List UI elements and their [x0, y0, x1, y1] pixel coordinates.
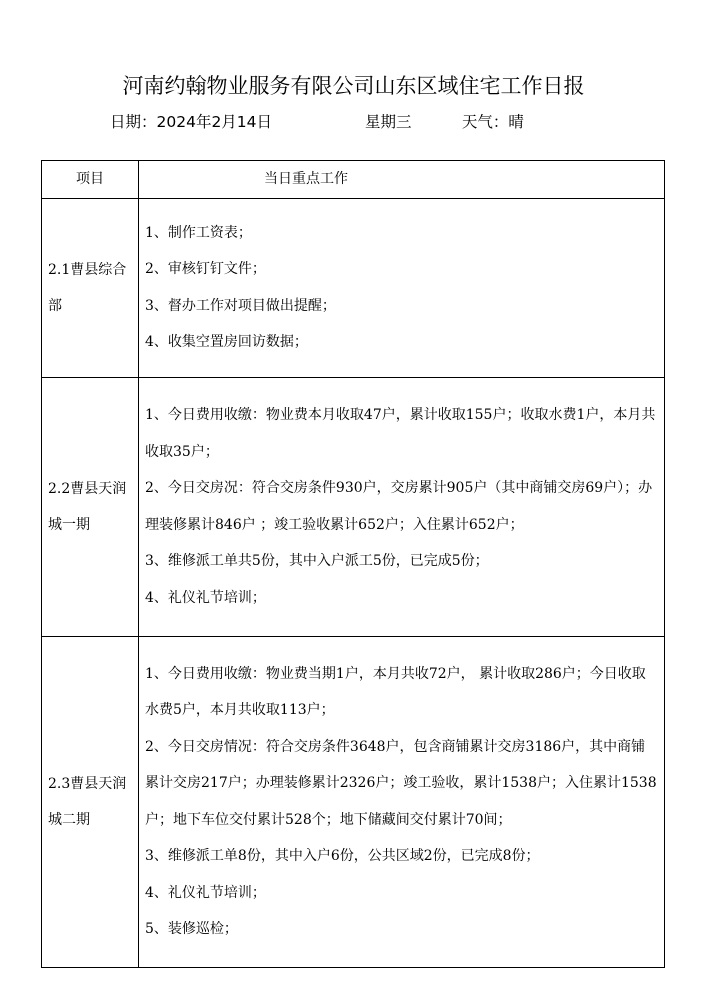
table-row — [42, 198, 665, 377]
row-item-label: 2.1曹县综合部 — [42, 198, 139, 377]
work-line: 4、礼仪礼节培训； — [145, 589, 266, 606]
row-item-label: 2.3曹县天润城二期 — [42, 636, 139, 967]
work-report-table — [41, 160, 665, 968]
date-line — [110, 110, 524, 132]
header-work: 当日重点工作 — [139, 161, 665, 199]
work-line: 3、维修派工单8份，其中入户6份，公共区域2份，已完成8份； — [145, 848, 540, 864]
row-work-cell — [139, 636, 665, 967]
work-line: 1、制作工资表； — [145, 224, 252, 241]
row-work-cell — [139, 377, 665, 636]
work-line: 5、装修巡检； — [145, 921, 238, 937]
work-line: 1、今日费用收缴：物业费当期1户，本月共收72户， 累计收取286户；今日收取水费5户，本月共收取113户； — [145, 665, 646, 718]
work-line: 3、维修派工单共5份，其中入户派工5份，已完成5份； — [145, 553, 489, 569]
report-weekday: 星期三 — [364, 113, 412, 131]
work-line: 3、督办工作对项目做出提醒； — [145, 297, 336, 314]
report-title: 河南约翰物业服务有限公司山东区域住宅工作日报 — [122, 74, 585, 98]
work-line: 2、今日交房况：符合交房条件930户，交房累计905户（其中商铺交房69户）；办理装修累计846户 ；竣工验收累计652户；入住累计652户； — [145, 480, 653, 533]
report-weather: 天气：晴 — [461, 113, 524, 131]
table-row — [42, 377, 665, 636]
header-item: 项目 — [42, 161, 139, 199]
table-row — [42, 636, 665, 967]
row-work-cell — [139, 198, 665, 377]
work-line: 4、礼仪礼节培训； — [145, 884, 266, 901]
work-line: 1、今日费用收缴：物业费本月收取47户，累计收取155户；收取水费1户，本月共收取35户； — [145, 407, 656, 460]
work-line: 4、收集空置房回访数据； — [145, 334, 308, 350]
report-date: 日期：2024年2月14日 — [110, 113, 273, 131]
work-line: 2、今日交房情况：符合交房条件3648户，包含商铺累计交房3186户，其中商铺累计交房217户；办理装修累计2326户；竣工验收，累计1538户；入住累计1538户；地下车位交付累计528个；地下储藏间交付累计70间； — [145, 738, 657, 828]
row-item-label: 2.2曹县天润城一期 — [42, 377, 139, 636]
table-header-row — [42, 161, 665, 199]
work-line: 2、审核钉钉文件； — [145, 261, 266, 277]
